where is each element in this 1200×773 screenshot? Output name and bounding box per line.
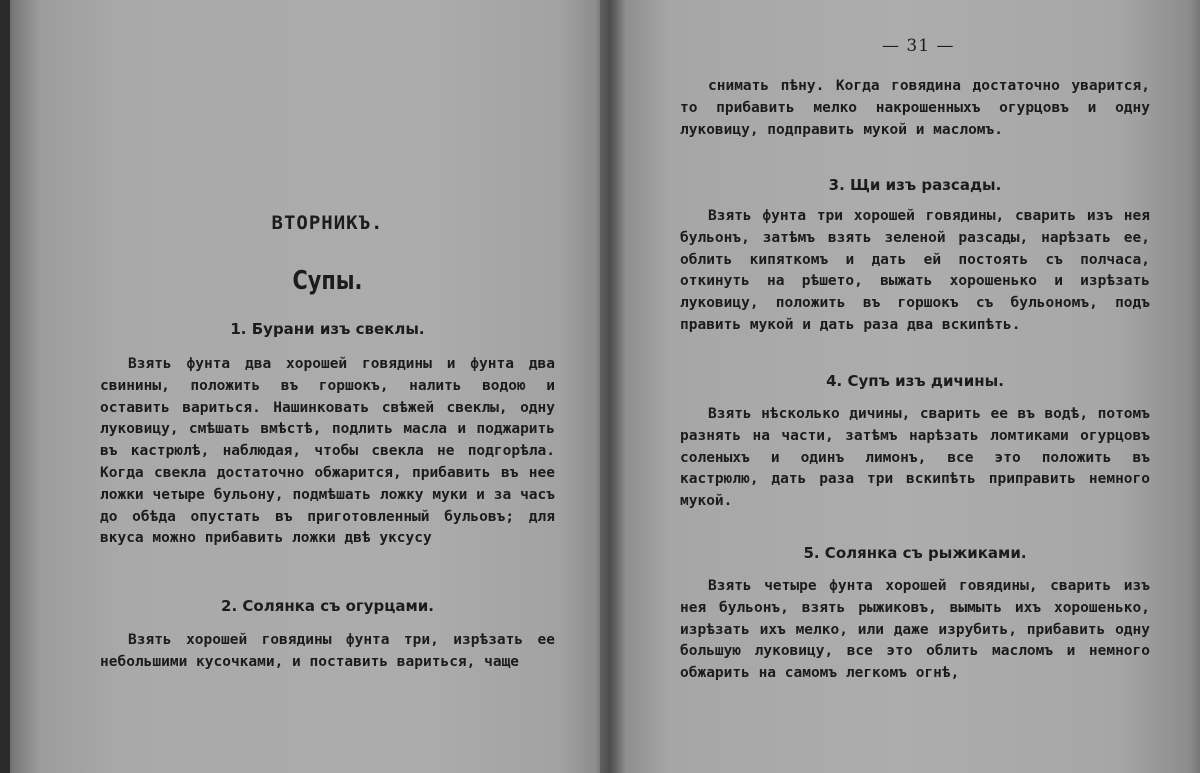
recipe-text-1: Взять фунта два хорошей говядины и фунта два свинины, положить въ горшокъ, налить водою и оставить вариться. Нашинковать свѣжей свеклы, одну луковицу, смѣшать вмѣстѣ, подлить масла и поджарить въ кастрюлѣ, наблюдая, чтобы свекла не подгорѣла. Когда свекла достаточно обжарится, прибавить въ нее ложки четыре бульону, подмѣшать ложку муки и за часъ до обѣда опустать въ приготовленный бульовъ; для вкуса можно прибавить ложки двѣ уксусу xyxy=(100,356,555,547)
book-spine-edge xyxy=(0,0,10,773)
right-page-column xyxy=(680,0,1150,773)
recipe-title-2: 2. Солянка съ огурцами. xyxy=(221,597,434,615)
recipe-title-4: 4. Супъ изъ дичины. xyxy=(826,372,1004,390)
day-heading: ВТОРНИКЪ. xyxy=(271,212,384,234)
recipe-text-5: Взять четыре фунта хорошей говядины, сварить изъ нея бульонъ, взять рыжиковъ, вымыть ихъ хорошенько, изрѣзать ихъ мелко, или даже изрубить, прибавить одну большую луковицу, все это облить масломъ и немного обжарить на самомъ легкомъ огнѣ, xyxy=(680,578,1150,682)
recipe-title-1: 1. Бурани изъ свеклы. xyxy=(230,320,425,338)
recipe-text-3: Взять фунта три хорошей говядины, сварить изъ нея бульонъ, затѣмъ взять зеленой разсады, нарѣзать ее, облить кипяткомъ и дать ей постоять съ полчаса, откинуть на рѣшето, выжать хорошенько и изрѣзать луковицу, положить въ горшокъ съ бульономъ, подъ править мукой и дать раза два вскипѣть. xyxy=(680,208,1150,333)
left-page-column xyxy=(100,0,555,773)
recipe-text-2: Взять хорошей говядины фунта три, изрѣзать ее небольшими кусочками, и поставить вариться, чаще xyxy=(100,632,555,670)
recipe-text-4: Взять нѣсколько дичины, сварить ее въ водѣ, потомъ разнять на части, затѣмъ нарѣзать ломтиками огурцовъ соленыхъ и одинъ лимонъ, все это положить въ кастрюлю, дать раза три вскипѣть приправить немного мукой. xyxy=(680,406,1150,510)
recipe-title-5: 5. Солянка съ рыжиками. xyxy=(803,544,1027,562)
recipe-title-3: 3. Щи изъ разсады. xyxy=(828,176,1002,194)
continuation-text: снимать пѣну. Когда говядина достаточно уварится, то прибавить мелко накрошенныхъ огурцовъ и одну луковицу, подправить мукой и масломъ. xyxy=(680,78,1150,138)
right-page xyxy=(600,0,1200,773)
book-gutter-shadow xyxy=(596,0,626,773)
section-heading: Супы. xyxy=(292,266,363,296)
page-number: — 31 — xyxy=(882,36,955,56)
